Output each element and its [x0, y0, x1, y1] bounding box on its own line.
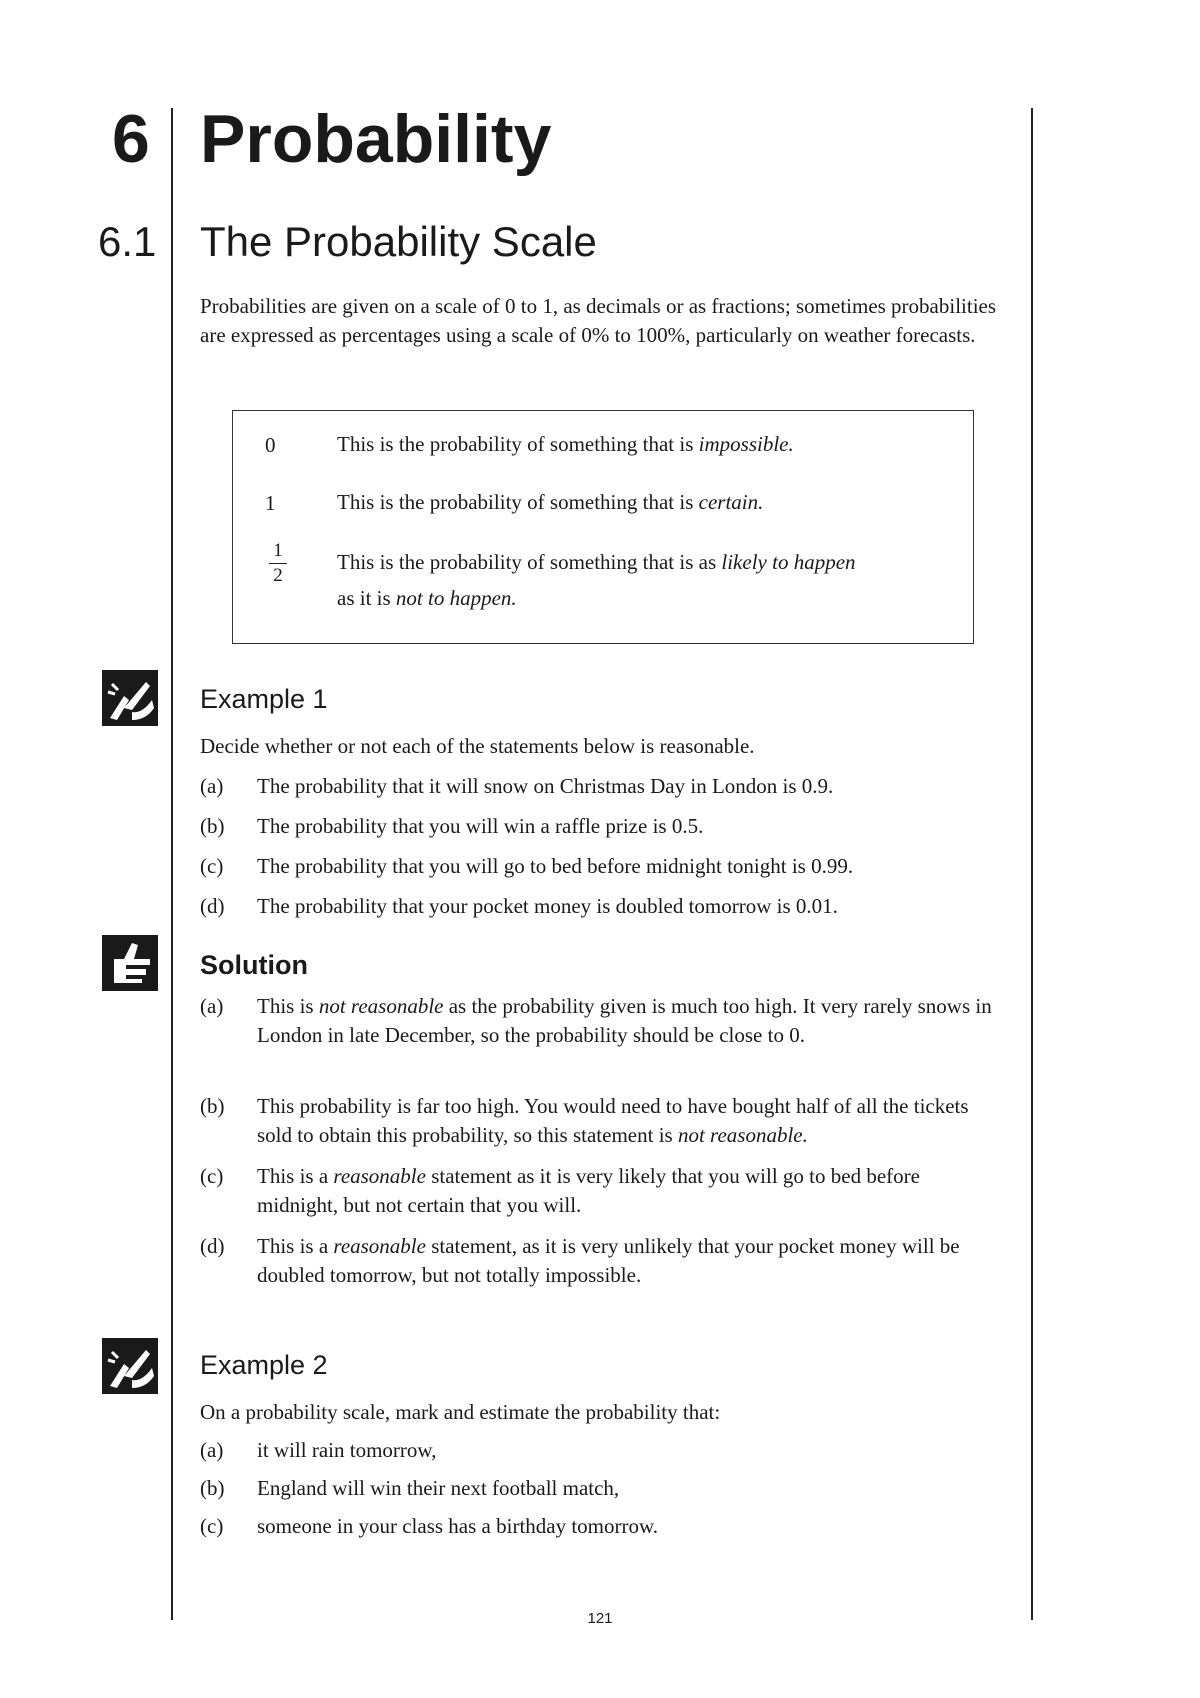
example-2-prompt: On a probability scale, mark and estimate the probability that:: [200, 1400, 721, 1424]
box-value-0: 0: [265, 433, 276, 457]
example-1-heading: Example 1: [200, 684, 328, 714]
writing-hand-icon: [102, 670, 158, 726]
example-2-item-b: (b) England will win their next football match,: [200, 1476, 620, 1500]
example-1-item-a: (a) The probability that it will snow on Christmas Day in London is 0.9.: [200, 774, 834, 798]
chapter-number: 6: [112, 101, 150, 177]
writing-hand-icon: [102, 1338, 158, 1394]
box-text-impossible: This is the probability of something that is impossible.: [337, 432, 794, 456]
solution-item-b: (b) This probability is far too high. You would need to have bought half of all the tickets sold to obtain this probability, so this statement is not reasonable.: [200, 1094, 969, 1147]
box-text-certain: This is the probability of something that is certain.: [337, 490, 764, 514]
section-number: 6.1: [98, 218, 157, 265]
box-value-1: 1: [265, 491, 276, 515]
example-2-heading: Example 2: [200, 1350, 328, 1380]
section-title: The Probability Scale: [200, 218, 597, 265]
thumbs-up-icon: [102, 935, 158, 991]
probability-scale-box: [232, 410, 974, 644]
example-2-item-a: (a) it will rain tomorrow,: [200, 1438, 437, 1462]
chapter-title: Probability: [200, 101, 552, 177]
example-2-item-c: (c) someone in your class has a birthday tomorrow.: [200, 1514, 659, 1538]
solution-heading: Solution: [200, 950, 308, 980]
left-margin-rule: [171, 108, 173, 1620]
example-1-item-d: (d) The probability that your pocket money is doubled tomorrow is 0.01.: [200, 894, 838, 918]
example-1-item-c: (c) The probability that you will go to bed before midnight tonight is 0.99.: [200, 854, 854, 878]
example-1-prompt: Decide whether or not each of the statements below is reasonable.: [200, 734, 755, 758]
box-value-half: 1 2: [269, 541, 287, 586]
example-1-item-b: (b) The probability that you will win a raffle prize is 0.5.: [200, 814, 704, 838]
intro-paragraph: Probabilities are given on a scale of 0 to 1, as decimals or as fractions; sometimes probabilities are expressed as percentages using a scale of 0% to 100%, particularly on weather forecasts.: [200, 294, 997, 347]
right-margin-rule: [1031, 108, 1033, 1620]
solution-item-a: (a) This is not reasonable as the probability given is much too high. It very rarely snows in London in late December, so the probability should be close to 0.: [200, 994, 992, 1047]
solution-item-d: (d) This is a reasonable statement, as it is very unlikely that your pocket money will be doubled tomorrow, but not totally impossible.: [200, 1234, 960, 1287]
box-text-even-chance: This is the probability of something that is as likely to happen as it is not to happen.: [337, 550, 856, 610]
page-number: 121: [587, 1610, 613, 1627]
solution-item-c: (c) This is a reasonable statement as it is very likely that you will go to bed before midnight, but not certain that you will.: [200, 1164, 920, 1217]
